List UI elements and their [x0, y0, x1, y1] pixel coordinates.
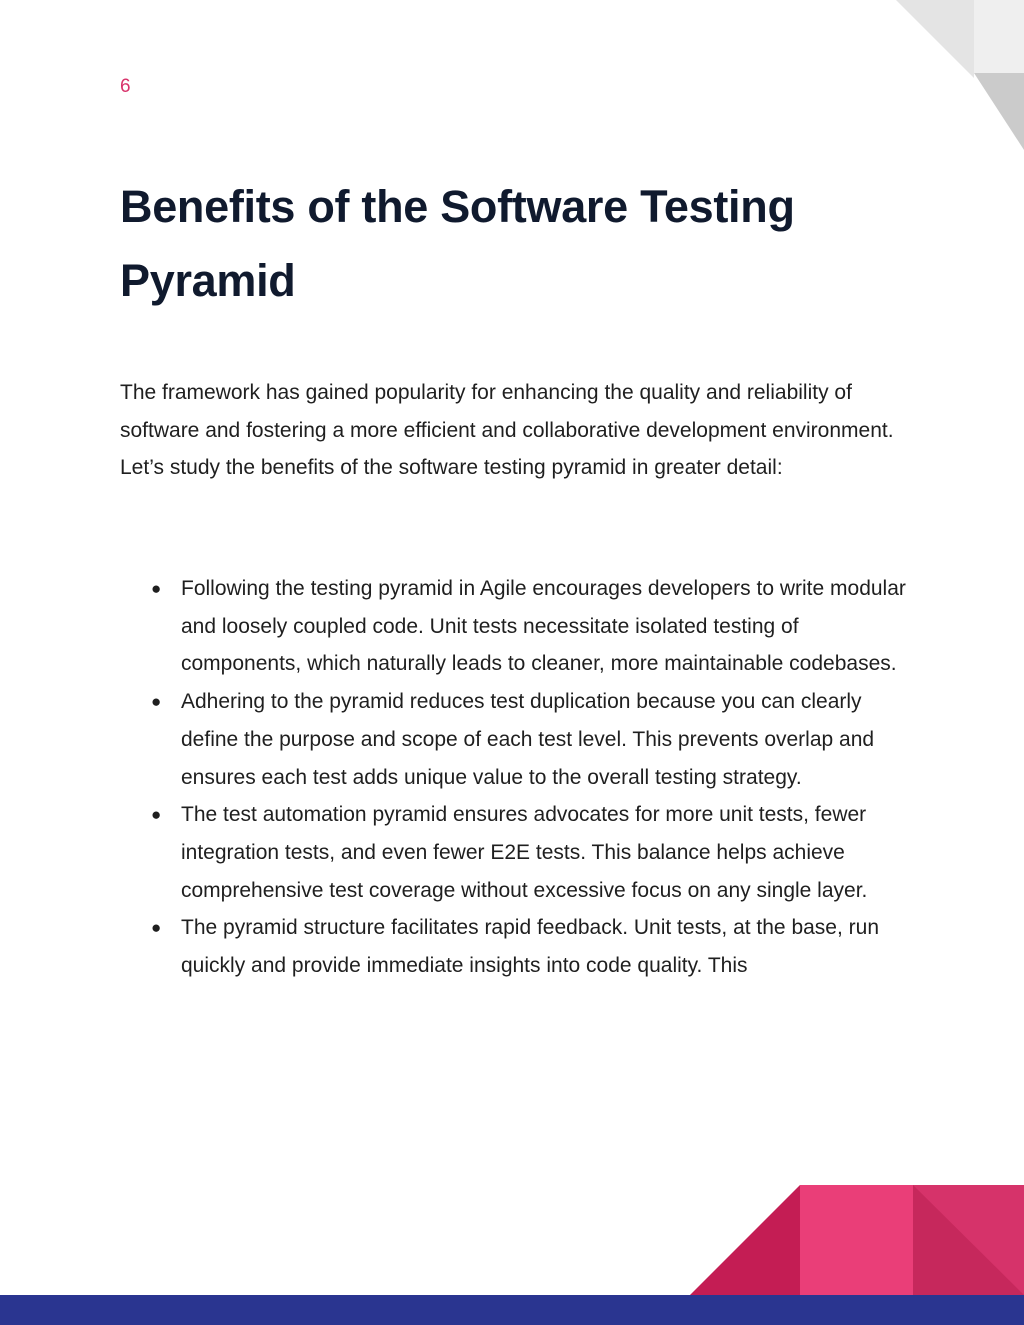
list-item — [120, 570, 910, 683]
list-item-text: The pyramid structure facilitates rapid feedback. Unit tests, at the base, run quickly and provide immediate insights into code quality. This — [181, 916, 880, 978]
list-item — [120, 683, 910, 796]
footer-bar — [0, 1295, 1024, 1325]
benefits-list — [120, 570, 910, 985]
page-number: 6 — [120, 76, 131, 97]
intro-paragraph: The framework has gained popularity for enhancing the quality and reliability of software and fostering a more efficient and collaborative development environment. Let’s study the benefits of the software testing pyramid in greater detail: — [120, 381, 894, 480]
bullet-icon: ● — [151, 918, 162, 938]
top-corner-decoration — [864, 0, 1024, 160]
list-item-text: Adhering to the pyramid reduces test duplication because you can clearly define the purpose and scope of each test level. This prevents overlap and ensures each test adds unique value to the overall testing strategy. — [181, 690, 875, 789]
bullet-icon: ● — [151, 805, 162, 825]
bullet-icon: ● — [151, 692, 162, 712]
list-item — [120, 796, 910, 909]
bottom-corner-decoration — [690, 1185, 1024, 1295]
list-item-text: Following the testing pyramid in Agile encourages developers to write modular and loosely coupled code. Unit tests necessitate isolated testing of components, which naturally leads to cleaner, more maintainable codebases. — [181, 577, 906, 676]
list-item-text: The test automation pyramid ensures advocates for more unit tests, fewer integration tests, and even fewer E2E tests. This balance helps achieve comprehensive test coverage without excessive focus on any single layer. — [181, 803, 868, 902]
bullet-icon: ● — [151, 579, 162, 598]
list-item — [120, 909, 910, 984]
page-title: Benefits of the Software Testing Pyramid — [120, 181, 795, 306]
